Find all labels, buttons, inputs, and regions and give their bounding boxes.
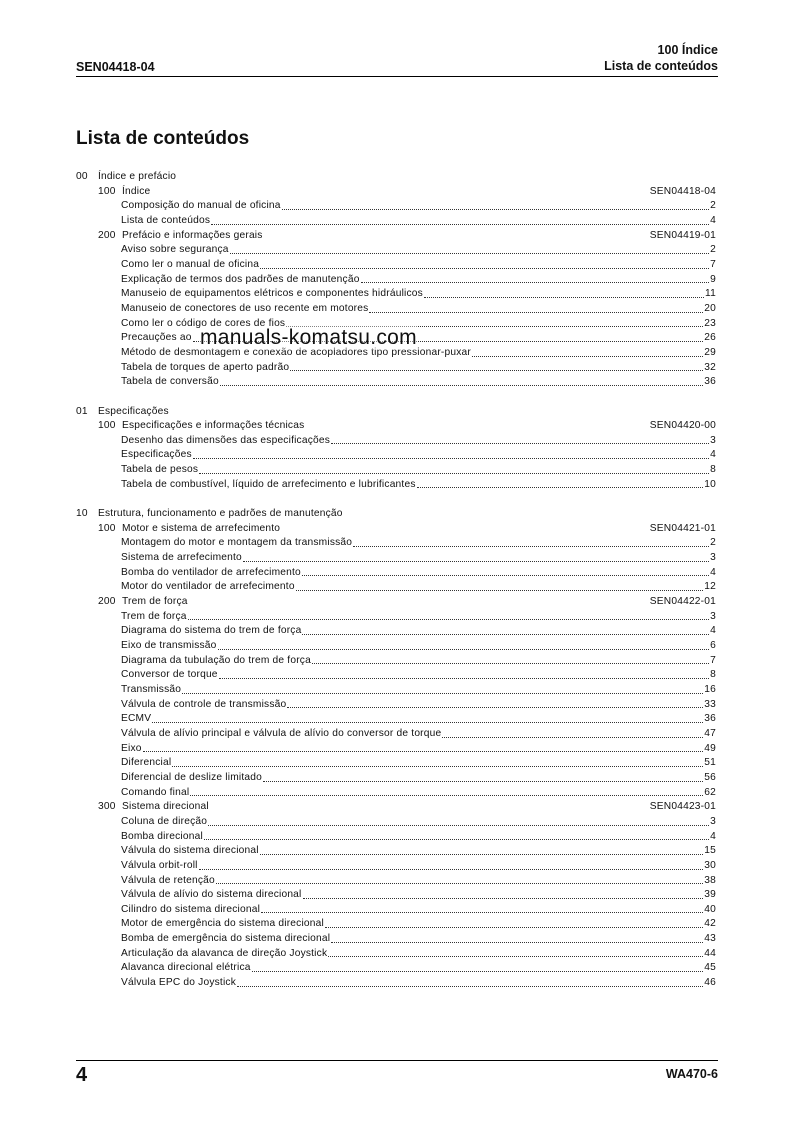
toc-item-label: Aviso sobre segurança — [121, 244, 229, 256]
toc-item-label: Eixo de transmissão — [121, 640, 217, 651]
toc-item[interactable] — [76, 243, 716, 258]
toc-item-page: 3 — [710, 434, 716, 446]
toc-item-leader — [263, 771, 703, 782]
toc-item-label: Tabela de pesos — [121, 464, 199, 476]
toc-item-label: Diferencial — [121, 757, 172, 769]
toc-item-leader — [260, 258, 709, 269]
toc-item-label: Diagrama da tubulação do trem de força — [121, 654, 311, 666]
toc-item-leader — [172, 756, 703, 767]
toc-item-leader — [220, 375, 703, 386]
toc-item[interactable] — [76, 786, 716, 801]
toc-item-page: 32 — [704, 361, 716, 373]
toc-subsection-ref: SEN04418-04 — [649, 185, 716, 197]
toc-item[interactable] — [76, 258, 716, 273]
toc-item[interactable] — [76, 434, 716, 449]
toc-item[interactable] — [76, 830, 716, 845]
toc-item-page: 8 — [710, 669, 716, 681]
toc-item[interactable] — [76, 976, 716, 991]
toc-item-page: 12 — [704, 581, 716, 593]
toc-item-leader — [143, 742, 704, 753]
toc-item-leader — [188, 610, 709, 621]
toc-item-leader — [216, 874, 703, 885]
toc-item-label: Conversor de torque — [121, 669, 218, 681]
toc-item[interactable] — [76, 551, 716, 566]
header-subtitle: Lista de conteúdos — [604, 59, 718, 73]
toc-item-page: 62 — [704, 786, 716, 798]
toc-item-page: 39 — [704, 889, 716, 901]
toc-item-label: Motor de emergência do sistema direcional — [121, 918, 324, 930]
toc-item-page: 46 — [704, 977, 716, 989]
toc-item-page: 40 — [704, 903, 716, 915]
toc-item-label: Precauções ao — [121, 332, 192, 344]
toc-item[interactable] — [76, 961, 716, 976]
toc-item-label: Trem de força — [121, 610, 187, 622]
toc-item[interactable] — [76, 287, 716, 302]
toc-item-label: ECMV — [121, 713, 152, 725]
toc-item-leader — [290, 361, 703, 372]
toc-item-label: Coluna de direção — [121, 815, 208, 827]
toc-item-page: 4 — [710, 625, 716, 637]
toc-subsection[interactable] — [76, 595, 716, 610]
toc-item[interactable] — [76, 463, 716, 478]
toc-item-label: Diferencial de deslize limitado — [121, 771, 262, 783]
toc-subsection[interactable] — [76, 419, 716, 434]
toc-item-leader — [190, 786, 703, 797]
toc-item-label: Válvula de alívio do sistema direcional — [121, 889, 302, 901]
toc-item[interactable] — [76, 815, 716, 830]
toc-item-label: Eixo — [121, 742, 142, 754]
toc-item-leader — [152, 712, 703, 723]
toc-item-leader — [287, 698, 703, 709]
toc-item[interactable] — [76, 888, 716, 903]
toc-item-label: Manuseio de conectores de uso recente em motores — [121, 302, 369, 314]
toc-item[interactable] — [76, 375, 716, 390]
toc-item-leader — [260, 844, 704, 855]
toc-subsection-ref: SEN04420-00 — [649, 420, 716, 432]
toc-item-page: 42 — [704, 918, 716, 930]
toc-item-label: Tabela de torques de aperto padrão — [121, 361, 290, 373]
footer-model: WA470-6 — [665, 1067, 718, 1081]
toc-item-page: 45 — [704, 962, 716, 974]
toc-item-label: Válvula orbit-roll — [121, 859, 198, 871]
toc-subsection-ref: SEN04421-01 — [649, 522, 716, 534]
toc-item[interactable] — [76, 874, 716, 889]
toc-item[interactable] — [76, 859, 716, 874]
toc-item-leader — [282, 199, 709, 210]
toc-section — [76, 170, 716, 185]
toc-item-label: Motor do ventilador de arrefecimento — [121, 581, 295, 593]
toc-item-label: Desenho das dimensões das especificações — [121, 434, 331, 446]
toc-item-label: Comando final — [121, 786, 190, 798]
toc-item-leader — [296, 580, 704, 591]
toc-item-page: 43 — [704, 933, 716, 945]
toc-subsection-code: 100 — [98, 185, 116, 197]
toc-item-leader — [237, 976, 703, 987]
toc-item-leader — [361, 273, 710, 284]
header-section-info — [604, 42, 718, 74]
toc-item[interactable] — [76, 917, 716, 932]
toc-subsection[interactable] — [76, 800, 716, 815]
toc-item-leader — [211, 214, 709, 225]
toc-item-label: Bomba do ventilador de arrefecimento — [121, 566, 301, 578]
toc-item[interactable] — [76, 727, 716, 742]
toc-section — [76, 405, 716, 420]
toc-item-leader — [199, 463, 709, 474]
toc-item-label: Manuseio de equipamentos elétricos e componentes hidráulicos — [121, 288, 423, 300]
toc-item[interactable] — [76, 361, 716, 376]
toc-item-page: 3 — [710, 610, 716, 622]
toc-item-page: 49 — [704, 742, 716, 754]
toc-item-leader — [219, 668, 709, 679]
toc-item[interactable] — [76, 580, 716, 595]
toc-subsection-title: Especificações e informações técnicas — [122, 420, 305, 432]
toc-item-label: Válvula EPC do Joystick — [121, 977, 237, 989]
toc-item-label: Válvula do sistema direcional — [121, 845, 259, 857]
toc-item-label: Tabela de conversão — [121, 376, 219, 388]
toc-item-label: Sistema de arrefecimento — [121, 552, 242, 564]
toc-item-leader — [331, 434, 709, 445]
toc-item-page: 51 — [704, 757, 716, 769]
toc-section-code: 10 — [76, 508, 88, 520]
toc-item-page: 2 — [710, 200, 716, 212]
header-rule — [76, 76, 718, 77]
toc-item-label: Diagrama do sistema do trem de força — [121, 625, 302, 637]
toc-item-label: Cilindro do sistema direcional — [121, 903, 261, 915]
toc-item-page: 20 — [704, 302, 716, 314]
toc-item-page: 2 — [710, 537, 716, 549]
toc-item-page: 4 — [710, 566, 716, 578]
toc-item-page: 16 — [704, 683, 716, 695]
toc-item-page: 44 — [704, 947, 716, 959]
toc-subsection-code: 100 — [98, 420, 116, 432]
toc-item[interactable] — [76, 654, 716, 669]
toc-subsection-ref: SEN04422-01 — [649, 596, 716, 608]
toc-item-page: 29 — [704, 346, 716, 358]
toc-subsection-title: Motor e sistema de arrefecimento — [122, 522, 281, 534]
header-doc-id: SEN04418-04 — [76, 60, 155, 74]
toc-item[interactable] — [76, 448, 716, 463]
toc-item-label: Explicação de termos dos padrões de manutenção — [121, 273, 360, 285]
toc-item[interactable] — [76, 932, 716, 947]
toc-item-leader — [302, 624, 709, 635]
toc-item[interactable] — [76, 698, 716, 713]
toc-item-label: Válvula de retenção — [121, 874, 215, 886]
toc-item-leader — [218, 639, 710, 650]
toc-subsection-title: Prefácio e informações gerais — [122, 229, 263, 241]
toc-item[interactable] — [76, 610, 716, 625]
toc-item-leader — [230, 243, 709, 254]
toc-item-label: Especificações — [121, 449, 192, 461]
toc-item[interactable] — [76, 624, 716, 639]
toc-item-page: 4 — [710, 449, 716, 461]
toc-subsection-title: Trem de força — [122, 596, 188, 608]
toc-subsection[interactable] — [76, 185, 716, 200]
toc-item-leader — [243, 551, 709, 562]
toc-item-page: 36 — [704, 713, 716, 725]
toc-item-leader — [328, 947, 703, 958]
toc-item[interactable] — [76, 947, 716, 962]
toc-item-leader — [325, 917, 703, 928]
watermark: manuals-komatsu.com — [200, 326, 417, 349]
toc-item[interactable] — [76, 903, 716, 918]
toc-item-page: 2 — [710, 244, 716, 256]
toc-subsection-title: Índice — [122, 185, 151, 197]
toc-item-page: 10 — [704, 478, 716, 490]
toc-subsection-ref: SEN04423-01 — [649, 801, 716, 813]
toc-item-page: 8 — [710, 464, 716, 476]
toc-item-page: 26 — [704, 332, 716, 344]
toc-item-leader — [199, 859, 704, 870]
toc-item-leader — [208, 815, 709, 826]
toc-item-label: Lista de conteúdos — [121, 214, 211, 226]
toc-subsection[interactable] — [76, 229, 716, 244]
toc-item-page: 30 — [704, 859, 716, 871]
toc-item-page: 38 — [704, 874, 716, 886]
toc-item-page: 3 — [710, 815, 716, 827]
toc-item-label: Composição do manual de oficina — [121, 200, 281, 212]
toc-item-page: 4 — [710, 830, 716, 842]
toc-section-title: Especificações — [98, 405, 169, 417]
toc-item-label: Método de desmontagem e conexão de acopladores tipo pressionar-puxar — [121, 346, 471, 358]
toc-item[interactable] — [76, 536, 716, 551]
toc-item-page: 11 — [705, 288, 716, 300]
header-section: 100 Índice — [657, 43, 718, 57]
toc-item-leader — [472, 346, 703, 357]
toc-item[interactable] — [76, 771, 716, 786]
toc-item-label: Alavanca direcional elétrica — [121, 962, 251, 974]
toc-item-label: Transmissão — [121, 683, 182, 695]
toc-item-leader — [204, 830, 709, 841]
toc-item[interactable] — [76, 756, 716, 771]
toc-item-label: Tabela de combustível, líquido de arrefecimento e lubrificantes — [121, 478, 416, 490]
toc-item-leader — [261, 903, 703, 914]
toc-item-page: 7 — [710, 654, 716, 666]
toc-section — [76, 507, 716, 522]
toc-item-label: Bomba direcional — [121, 830, 203, 842]
toc-item-label: Articulação da alavanca de direção Joystick — [121, 947, 328, 959]
toc-item-page: 6 — [710, 640, 716, 651]
toc-item-leader — [302, 566, 709, 577]
toc-item-leader — [193, 448, 709, 459]
toc-item[interactable] — [76, 302, 716, 317]
toc-item-label: Como ler o código de cores de fios — [121, 317, 286, 329]
toc-item[interactable] — [76, 273, 716, 288]
toc-item-page: 4 — [710, 214, 716, 226]
table-of-contents — [76, 170, 716, 991]
toc-item-label: Montagem do motor e montagem da transmissão — [121, 537, 353, 549]
toc-item-label: Bomba de emergência do sistema direcional — [121, 933, 331, 945]
toc-section-title: Estrutura, funcionamento e padrões de manutenção — [98, 508, 343, 520]
toc-item-page: 56 — [704, 771, 716, 783]
toc-item-page: 7 — [710, 258, 716, 270]
toc-subsection[interactable] — [76, 522, 716, 537]
footer-page-number: 4 — [76, 1064, 88, 1086]
toc-item[interactable] — [76, 199, 716, 214]
toc-item-leader — [442, 727, 703, 738]
toc-item[interactable] — [76, 742, 716, 757]
toc-subsection-code: 100 — [98, 522, 116, 534]
toc-subsection-ref: SEN04419-01 — [649, 229, 716, 241]
toc-item-leader — [424, 287, 704, 298]
toc-subsection-code: 200 — [98, 229, 116, 241]
toc-item-page: 23 — [704, 317, 716, 329]
toc-item[interactable] — [76, 712, 716, 727]
toc-item[interactable] — [76, 683, 716, 698]
toc-item-leader — [331, 932, 703, 943]
toc-subsection-title: Sistema direcional — [122, 801, 209, 813]
toc-subsection-code: 200 — [98, 596, 116, 608]
toc-section-code: 01 — [76, 405, 88, 417]
toc-item[interactable] — [76, 844, 716, 859]
toc-item[interactable] — [76, 214, 716, 229]
toc-item[interactable] — [76, 478, 716, 493]
toc-item-page: 33 — [704, 698, 716, 710]
toc-item-leader — [353, 536, 709, 547]
toc-item-leader — [417, 478, 704, 489]
toc-item-page: 9 — [710, 273, 716, 285]
toc-item-label: Como ler o manual de oficina — [121, 258, 260, 270]
toc-item-leader — [369, 302, 703, 313]
toc-item-page: 15 — [704, 845, 716, 857]
toc-item[interactable] — [76, 566, 716, 581]
toc-section-code: 00 — [76, 171, 88, 182]
toc-item[interactable] — [76, 639, 716, 654]
toc-subsection-code: 300 — [98, 801, 116, 813]
toc-item-label: Válvula de alívio principal e válvula de alívio do conversor de torque — [121, 727, 442, 739]
page-title: Lista de conteúdos — [76, 128, 250, 149]
toc-item[interactable] — [76, 668, 716, 683]
toc-item-page: 36 — [704, 376, 716, 388]
toc-item-page: 3 — [710, 552, 716, 564]
footer-rule — [76, 1060, 718, 1061]
toc-item-leader — [182, 683, 703, 694]
toc-section-title: Índice e prefácio — [98, 171, 177, 182]
toc-item-label: Válvula de controle de transmissão — [121, 698, 287, 710]
toc-item-leader — [303, 888, 704, 899]
toc-item-leader — [312, 654, 709, 665]
toc-item-leader — [252, 961, 704, 972]
toc-item-page: 47 — [704, 727, 716, 739]
